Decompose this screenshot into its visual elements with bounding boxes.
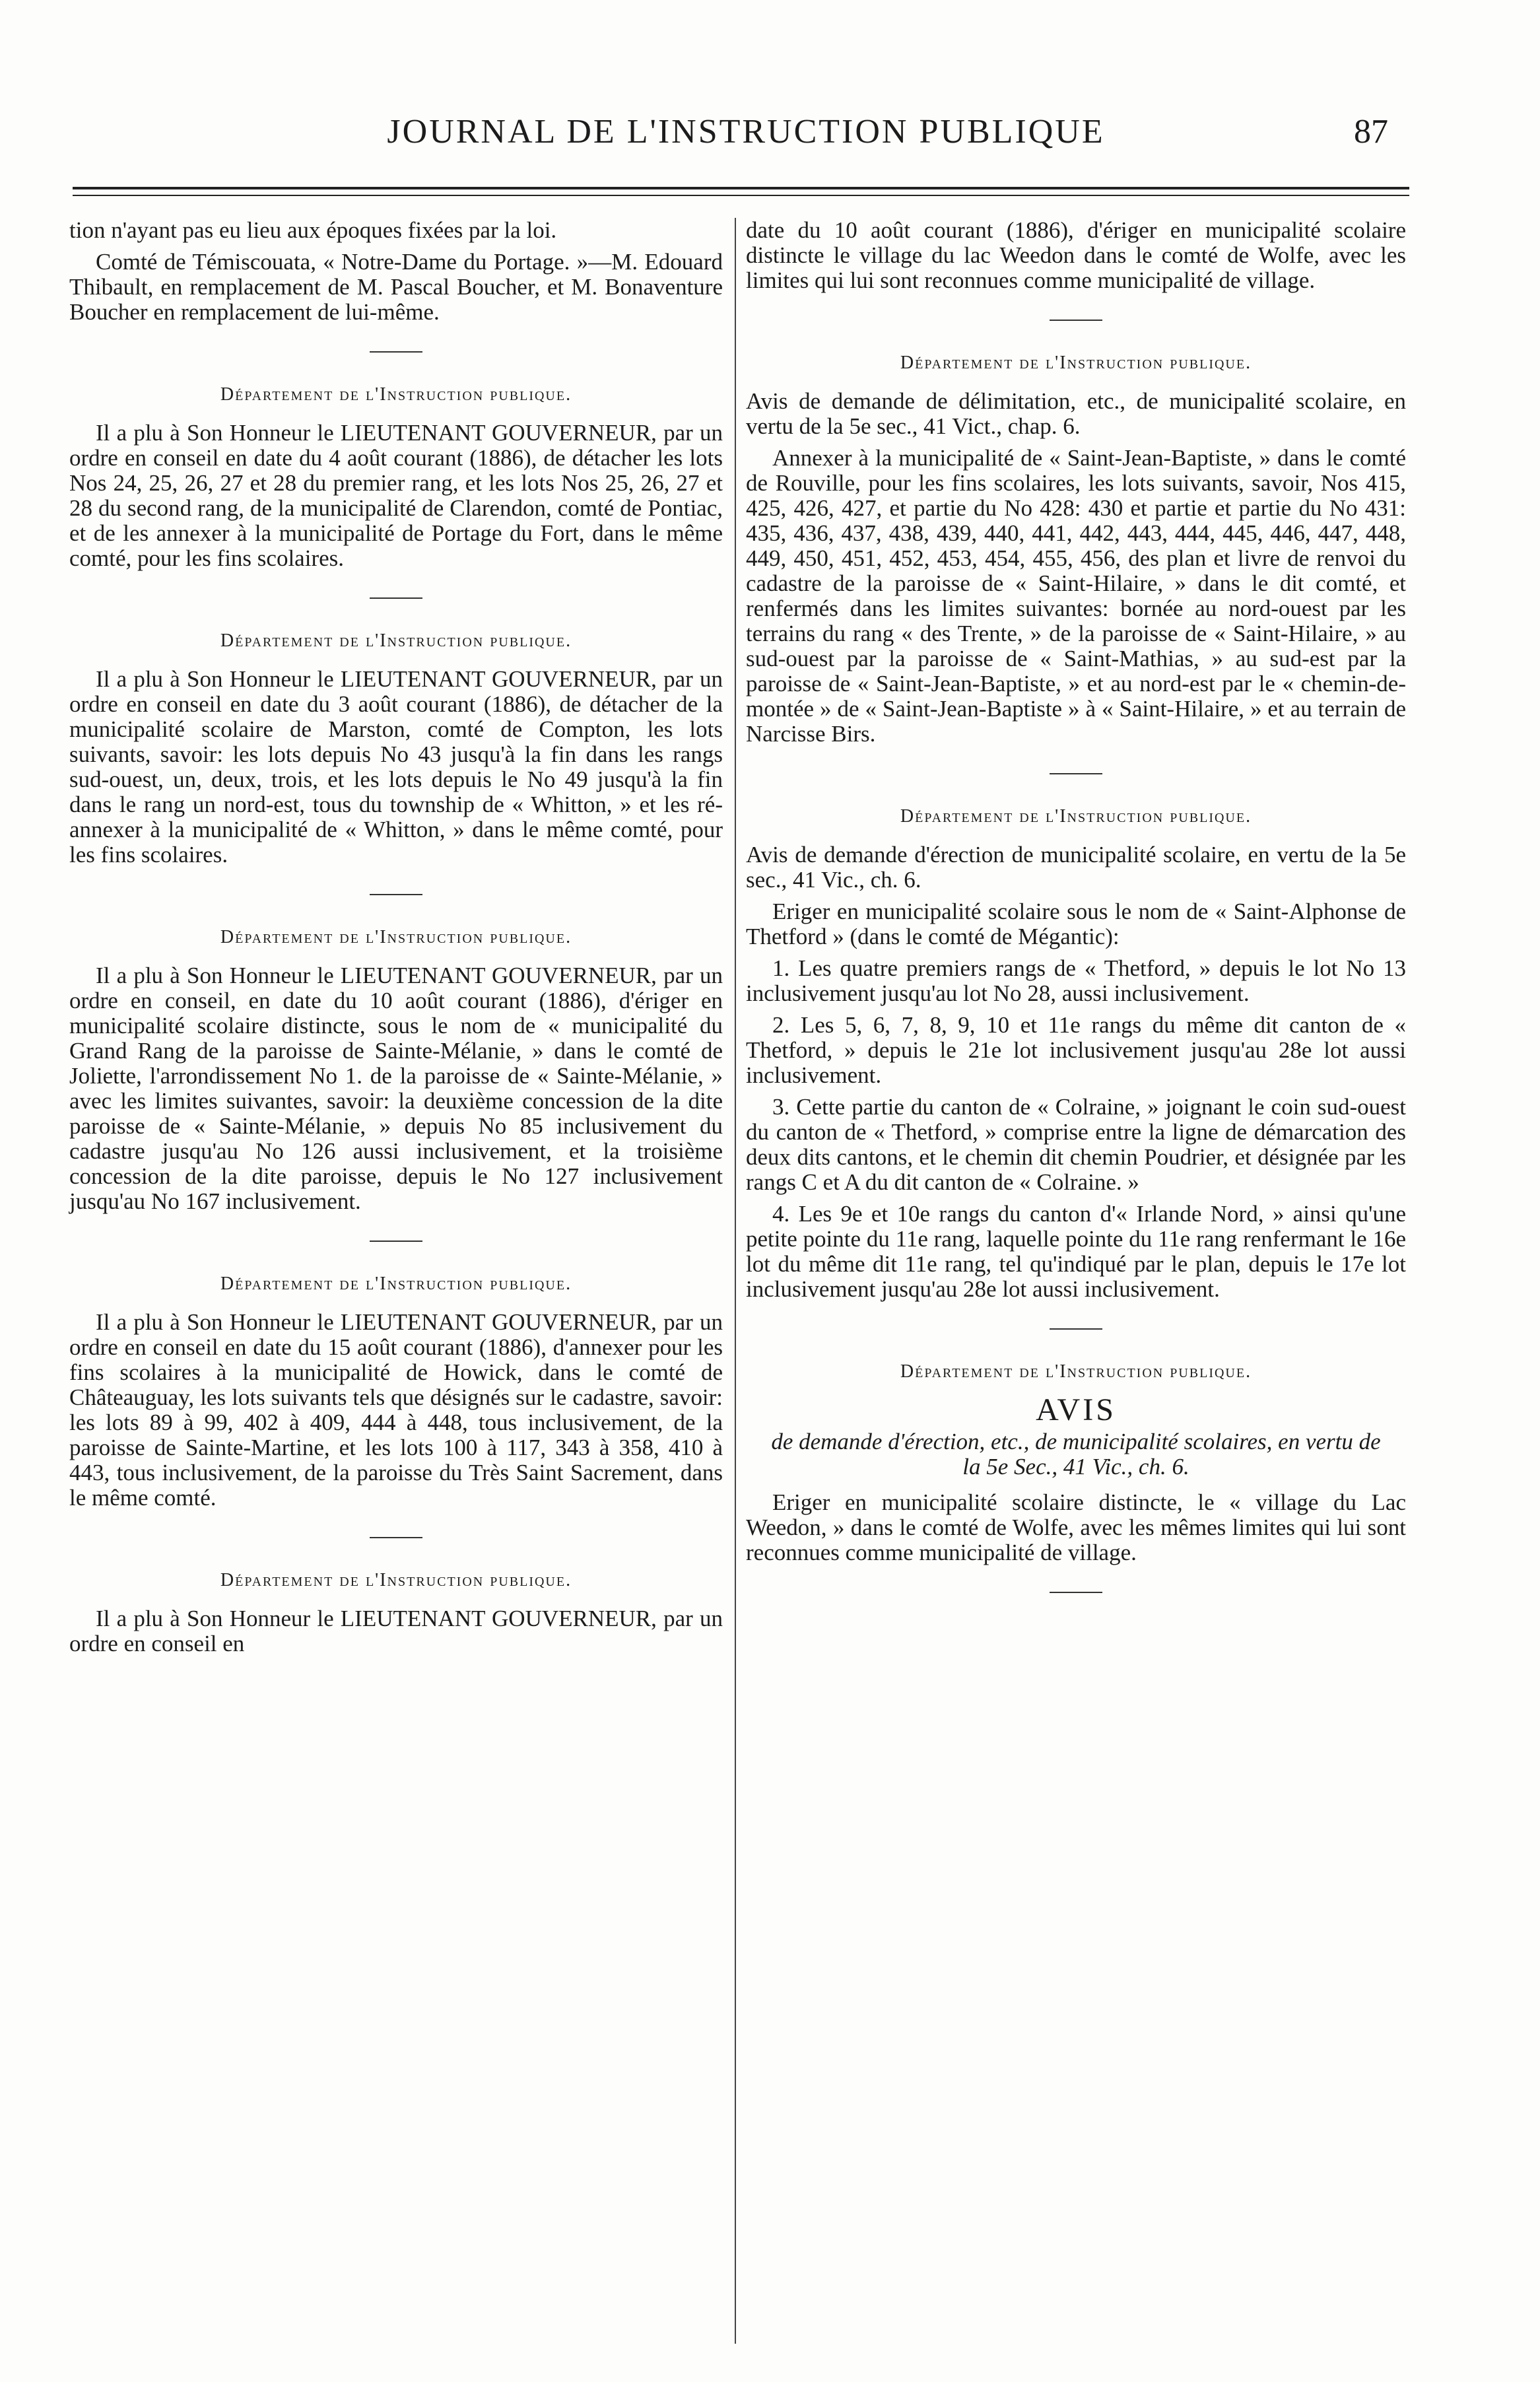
section-separator [370, 894, 422, 895]
section-separator [370, 1537, 422, 1538]
section-separator [1050, 320, 1102, 321]
section-paragraph: Annexer à la municipalité de « Saint-Jean-Baptiste, » dans le comté de Rouville, pour les fins scolaires, les lots suivants, savoir, Nos 415, 425, 426, 427, et partie du No 428: 430 et partie et partie du No 431: 435, 436, 437, 438, 439, 440, 441, 442, 443, 444, 445, 446, 447, 448, 449, 450, 451, 452, 453, 454, 455, 456, des plan et livre de renvoi du cadastre de la paroisse de « Saint-Hilaire, » dans le dit comté, et renfermés dans les limites suivantes: bornée au nord-ouest par les terrains du rang « des Trente, » de la paroisse de « Saint-Hilaire, » au sud-ouest par la paroisse de « Saint-Mathias, » au sud-est par la paroisse de « Saint-Jean-Baptiste, » et au nord-est par le « chemin-de-montée » de « Saint-Jean-Baptiste » à « Saint-Hilaire, » et au terrain de Narcisse Birs. [746, 445, 1406, 747]
column-divider [735, 218, 736, 2344]
section-separator [370, 597, 422, 599]
section-separator [370, 1241, 422, 1242]
section-heading: Département de l'Instruction publique. [900, 1361, 1252, 1382]
avis-subtitle: de demande d'érection, etc., de municipalité scolaires, en vertu de la 5e Sec., 41 Vic., ch. 6. [771, 1429, 1381, 1480]
right-column [746, 218, 1406, 1623]
header-rule-top [73, 187, 1409, 189]
section-paragraph: Il a plu à Son Honneur le LIEUTENANT GOUVERNEUR, par un ordre en conseil en date du 3 août courant (1886), de détacher de la municipalité scolaire de Marston, comté de Compton, les lots suivants, savoir: les lots depuis No 43 jusqu'à la fin dans les rangs sud-ouest, un, deux, trois, et les lots depuis le No 49 jusqu'à la fin dans le rang un nord-est, tous du township de « Whitton, » et les ré-annexer à la municipalité de « Whitton, » dans le même comté, pour les fins scolaires. [69, 666, 723, 868]
left-intro-paragraph-2: Comté de Témiscouata, « Notre-Dame du Portage. »—M. Edouard Thibault, en remplacement de M. Pascal Boucher, et M. Bonaventure Boucher en remplacement de lui-même. [69, 249, 723, 325]
page-number: 87 [1354, 113, 1388, 151]
section-lead: Avis de demande d'érection de municipalité scolaire, en vertu de la 5e sec., 41 Vic., ch. 6. [746, 842, 1406, 893]
section-paragraph: Il a plu à Son Honneur le LIEUTENANT GOUVERNEUR, par un ordre en conseil en date du 4 août courant (1886), de détacher les lots Nos 24, 25, 26, 27 et 28 du premier rang, et les lots Nos 25, 26, 27 et 28 du second rang, de la municipalité de Clarendon, comté de Pontiac, et de les annexer à la municipalité de Portage du Fort, dans le même comté, pour les fins scolaires. [69, 420, 723, 571]
section-heading: Département de l'Instruction publique. [220, 630, 572, 651]
header-rule-bottom [73, 195, 1409, 196]
section-heading: Département de l'Instruction publique. [220, 1570, 572, 1590]
section-heading: Département de l'Instruction publique. [900, 353, 1252, 373]
list-item: 3. Cette partie du canton de « Colraine, » joignant le coin sud-ouest du canton de « Thetford, » comprise entre la ligne de démarcation des deux dits cantons, et le chemin dit chemin Poudrier, et désignée par les rangs C et A du dit canton de « Colraine. » [746, 1094, 1406, 1195]
section-paragraph: Il a plu à Son Honneur le LIEUTENANT GOUVERNEUR, par un ordre en conseil, en date du 10 août courant (1886), d'ériger en municipalité scolaire distincte, sous le nom de « municipalité du Grand Rang de la paroisse de Sainte-Mélanie, » dans le comté de Joliette, l'arrondissement No 1. de la paroisse de « Sainte-Mélanie, » avec les limites suivantes, savoir: la deuxième concession de la dite paroisse de « Sainte-Mélanie, » depuis No 85 inclusivement du cadastre jusqu'au No 126 aussi inclusivement, et la troisième concession de la dite paroisse, depuis le No 127 inclusivement jusqu'au No 167 inclusivement. [69, 963, 723, 1214]
section-separator [1050, 1328, 1102, 1330]
section-paragraph: Il a plu à Son Honneur le LIEUTENANT GOUVERNEUR, par un ordre en conseil en date du 15 août courant (1886), d'annexer pour les fins scolaires à la municipalité de Howick, dans le comté de Châteauguay, les lots suivants tels que désignés sur le cadastre, savoir: les lots 89 à 99, 402 à 409, 444 à 448, tous inclusivement, de la paroisse de Sainte-Martine, et les lots 100 à 117, 343 à 358, 410 à 443, tous inclusivement, de la paroisse du Très Saint Sacrement, dans le même comté. [69, 1309, 723, 1511]
section-heading: Département de l'Instruction publique. [220, 384, 572, 405]
section-paragraph: Eriger en municipalité scolaire sous le nom de « Saint-Alphonse de Thetford » (dans le comté de Mégantic): [746, 899, 1406, 949]
section-separator [1050, 1592, 1102, 1593]
left-intro-paragraph-1: tion n'ayant pas eu lieu aux époques fixées par la loi. [69, 217, 557, 243]
list-item: 1. Les quatre premiers rangs de « Thetford, » depuis le lot No 13 inclusivement jusqu'au lot No 28, aussi inclusivement. [746, 955, 1406, 1006]
section-lead: Avis de demande de délimitation, etc., de municipalité scolaire, en vertu de la 5e sec., 41 Vict., chap. 6. [746, 388, 1406, 439]
left-column [69, 218, 723, 1663]
section-heading: Département de l'Instruction publique. [220, 927, 572, 947]
running-title: JOURNAL DE L'INSTRUCTION PUBLIQUE [387, 113, 1105, 151]
section-paragraph: Eriger en municipalité scolaire distincte, le « village du Lac Weedon, » dans le comté de Wolfe, avec les mêmes limites qui lui sont reconnues comme municipalité de village. [746, 1489, 1406, 1565]
section-separator [370, 351, 422, 353]
section-paragraph: Il a plu à Son Honneur le LIEUTENANT GOUVERNEUR, par un ordre en conseil en [69, 1606, 723, 1656]
section-separator [1050, 773, 1102, 774]
section-heading: Département de l'Instruction publique. [220, 1274, 572, 1294]
avis-title: AVIS [1036, 1392, 1116, 1427]
list-item: 2. Les 5, 6, 7, 8, 9, 10 et 11e rangs du même dit canton de « Thetford, » depuis le 21e lot inclusivement jusqu'au 28e lot aussi inclusivement. [746, 1012, 1406, 1088]
section-heading: Département de l'Instruction publique. [900, 806, 1252, 827]
list-item: 4. Les 9e et 10e rangs du canton d'« Irlande Nord, » ainsi qu'une petite pointe du 11e rang, laquelle pointe du 11e rang renfermant le 16e lot du même dit 11e rang, tel qu'indiqué par le plan, depuis le 17e lot inclusivement jusqu'au 28e lot aussi inclusivement. [746, 1201, 1406, 1302]
right-intro-paragraph: date du 10 août courant (1886), d'ériger en municipalité scolaire distincte le village du lac Weedon dans le comté de Wolfe, avec les limites qui lui sont reconnues comme municipalité de village. [746, 217, 1406, 293]
